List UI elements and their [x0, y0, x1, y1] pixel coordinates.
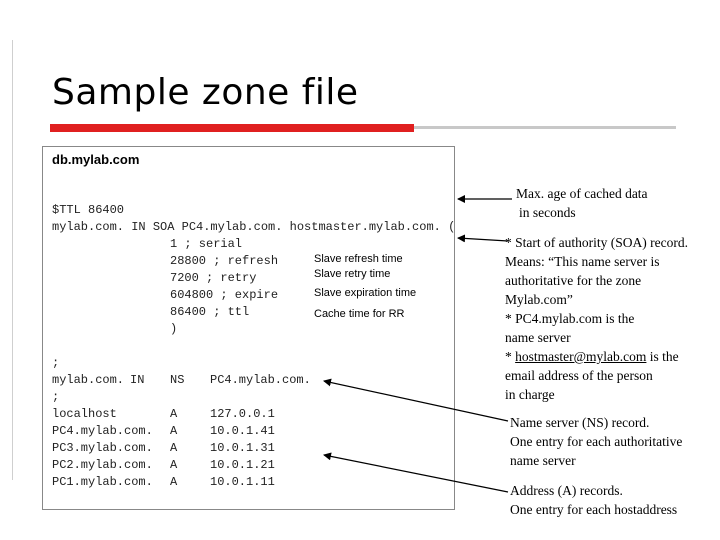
hostmaster-email-link[interactable]: hostmaster@mylab.com	[515, 349, 647, 364]
ns-type: NS	[170, 373, 185, 387]
a-record-ip: 10.0.1.21	[210, 458, 275, 472]
a-record-host: localhost	[52, 407, 117, 421]
ns-class: IN	[130, 373, 145, 387]
a-record-type: A	[170, 407, 178, 421]
soa-refresh: 28800 ; refresh	[170, 254, 279, 268]
a-record-ip: 10.0.1.41	[210, 424, 275, 438]
page-title: Sample zone file	[52, 72, 359, 113]
ns-value: PC4.mylab.com.	[210, 373, 311, 387]
comment-line-1: ;	[52, 356, 60, 370]
a-arrow	[324, 455, 508, 492]
soa-arrow	[458, 238, 508, 241]
soa-ttl: 86400 ; ttl	[170, 305, 250, 319]
a-record-host: PC3.mylab.com.	[52, 441, 153, 455]
a-record-type: A	[170, 458, 178, 472]
a-record-ip: 127.0.0.1	[210, 407, 275, 421]
soa-retry: 7200 ; retry	[170, 271, 257, 285]
a-annotation: Address (A) records. One entry for each hostaddress	[510, 483, 678, 517]
soa-serial: 1 ; serial	[170, 237, 243, 251]
soa-line: mylab.com. IN SOA PC4.mylab.com. hostmaster.mylab.com. (	[52, 220, 456, 234]
soa-expire: 604800 ; expire	[170, 288, 279, 302]
ns-host: mylab.com.	[52, 373, 125, 387]
note-refresh: Slave refresh time	[314, 253, 403, 265]
a-record-type: A	[170, 424, 178, 438]
a-record-ip: 10.0.1.31	[210, 441, 275, 455]
a-record-host: PC2.mylab.com.	[52, 458, 153, 472]
ns-annotation: Name server (NS) record. One entry for each authoritative name server	[510, 415, 683, 468]
a-record-host: PC4.mylab.com.	[52, 424, 153, 438]
a-record-type: A	[170, 441, 178, 455]
ns-arrow	[324, 381, 508, 421]
note-retry: Slave retry time	[314, 268, 391, 280]
note-cache: Cache time for RR	[314, 308, 405, 320]
soa-close-paren: )	[170, 322, 178, 336]
soa-annotation: * Start of authority (SOA) record. Means: “This name server is authoritative for the zone Mylab.com” * PC4.mylab.com is the name server * hostmaster@mylab.com is the email address of the person in charge	[505, 235, 688, 402]
zone-file-name: db.mylab.com	[52, 152, 140, 167]
comment-line-2: ;	[52, 390, 60, 404]
note-expire: Slave expiration time	[314, 287, 417, 299]
a-record-ip: 10.0.1.11	[210, 475, 275, 489]
ttl-line: $TTL 86400	[52, 203, 125, 217]
a-record-host: PC1.mylab.com.	[52, 475, 153, 489]
ttl-annotation: Max. age of cached data in seconds	[516, 186, 648, 220]
a-record-type: A	[170, 475, 178, 489]
